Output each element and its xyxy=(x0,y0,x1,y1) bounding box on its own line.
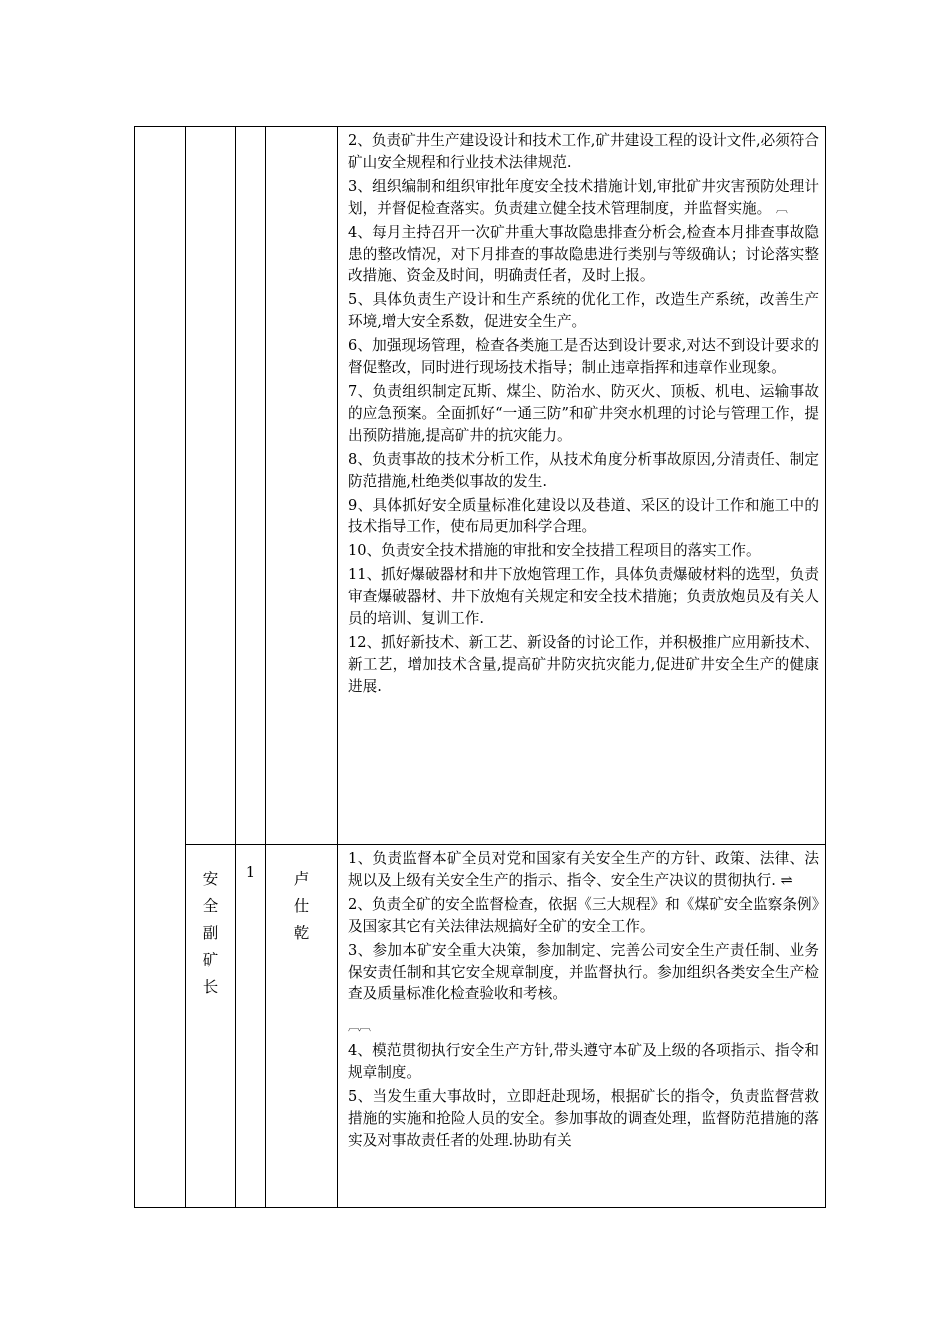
role-char: 全 xyxy=(202,897,219,915)
name-char: 卢 xyxy=(293,870,310,888)
duty-item: 2、负责矿井生产建设设计和技术工作,矿井建设工程的设计文件,必须符合矿山安全规程和行业技术法律规范. xyxy=(348,132,819,171)
name-cell xyxy=(266,127,338,845)
role-char: 安 xyxy=(202,870,219,888)
count-cell: 1 xyxy=(236,845,266,1208)
name-char: 乾 xyxy=(293,924,310,942)
duty-item: 8、负责事故的技术分析工作，从技术角度分析事故原因,分清责任、制定防范措施,杜绝类似事故的发生. xyxy=(348,450,819,490)
duty-item: 10、负责安全技术措施的审批和安全技措工程项目的落实工作。 xyxy=(348,542,761,560)
role-char: 长 xyxy=(202,978,219,996)
dept-cell xyxy=(135,127,186,1208)
duty-item: 3、参加本矿安全重大决策，参加制定、完善公司安全生产责任制、业务保安责任制和其它安全规章制度，并监督执行。参加组织各类安全生产检查及质量标准化检查验收和考核。 xyxy=(348,941,819,1003)
duty-item: 5、具体负责生产设计和生产系统的优化工作，改造生产系统，改善生产环境,增大安全系数，促进安全生产。 xyxy=(348,291,819,331)
table-row xyxy=(135,127,826,845)
role-char: 矿 xyxy=(202,951,219,969)
duty-item: 1、负责监督本矿全员对党和国家有关安全生产的方针、政策、法律、法规以及上级有关安全生产的指示、指令、安全生产决议的贯彻执行. ⇌ xyxy=(348,850,819,889)
role-char: 副 xyxy=(202,924,219,942)
name-cell xyxy=(266,845,338,1208)
duty-item: 12、抓好新技术、新工艺、新设备的讨论工作，并积极推广应用新技术、新工艺，增加技术含量,提高矿井防灾抗灾能力,促进矿井安全生产的健康进展. xyxy=(348,633,819,695)
duty-item: 11、抓好爆破器材和井下放炮管理工作，具体负责爆破材料的选型，负责审查爆破器材、井下放炮有关规定和安全技术措施；负责放炮员及有关人员的培训、复训工作. xyxy=(348,566,819,628)
revision-mark: ︹︹ xyxy=(348,1019,371,1034)
table-row xyxy=(135,845,826,1208)
responsibility-table xyxy=(134,126,826,1208)
duty-item: 2、负责全矿的安全监督检查，依据《三大规程》和《煤矿安全监察条例》及国家其它有关法律法规搞好全矿的安全工作。 xyxy=(348,895,819,935)
duty-item: 6、加强现场管理，检查各类施工是否达到设计要求,对达不到设计要求的督促整改，同时进行现场技术指导；制止违章指挥和违章作业现象。 xyxy=(348,337,819,377)
role-cell xyxy=(186,127,236,845)
name-char: 仕 xyxy=(293,897,310,915)
duties-cell xyxy=(338,127,826,845)
duty-item: 7、负责组织制定瓦斯、煤尘、防治水、防灭火、顶板、机电、运输事故的应急预案。全面抓好“一通三防”和矿井突水机理的讨论与管理工作，提出预防措施,提高矿井的抗灾能力。 xyxy=(348,383,819,444)
count-cell xyxy=(236,127,266,845)
duty-item: 4、模范贯彻执行安全生产方针,带头遵守本矿及上级的各项指示、指令和规章制度。 xyxy=(348,1042,819,1082)
duties-cell xyxy=(338,845,826,1208)
revision-mark: ︹ xyxy=(775,200,787,215)
duty-item: 3、组织编制和组织审批年度安全技术措施计划,审批矿井灾害预防处理计划，并督促检查落实。负责建立健全技术管理制度，并监督实施。 ︹ xyxy=(348,176,819,220)
role-cell xyxy=(186,845,236,1208)
duty-item: 9、具体抓好安全质量标准化建设以及巷道、采区的设计工作和施工中的技术指导工作，使布局更加科学合理。 xyxy=(348,496,819,536)
duty-item xyxy=(348,1016,819,1038)
duty-item: 5、当发生重大事故时，立即赶赴现场，根据矿长的指令，负责监督营救措施的实施和抢险人员的安全。参加事故的调查处理，监督防范措施的落实及对事故责任者的处理.协助有关 xyxy=(348,1088,819,1149)
duty-item: 4、每月主持召开一次矿井重大事故隐患排查分析会,检查本月排查事故隐患的整改情况，对下月排查的事故隐患进行类别与等级确认；讨论落实整改措施、资金及时间，明确责任者，及时上报。 xyxy=(348,223,819,285)
